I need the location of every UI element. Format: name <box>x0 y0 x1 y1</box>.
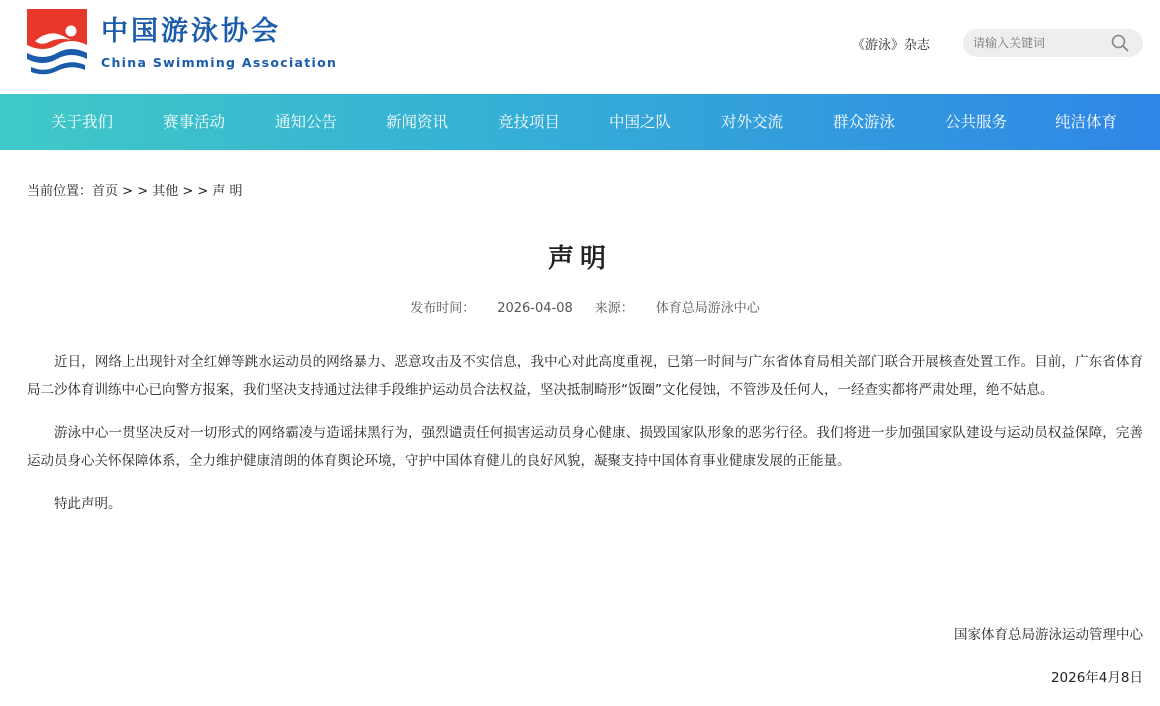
logo-title-cn: 中国游泳协会 <box>101 16 281 47</box>
swimmer-wave-logo-icon <box>27 9 89 79</box>
search-icon[interactable] <box>1111 34 1129 52</box>
logo-title-en: China Swimming Association <box>101 55 338 70</box>
breadcrumb-current: 声 明 <box>212 184 243 199</box>
article-paragraph: 游泳中心一贯坚决反对一切形式的网络霸凌与造谣抹黑行为，强烈谴责任何损害运动员身心健康、损毁国家队形象的恶劣行径。我们将进一步加强国家队建设与运动员权益保障，完善运动员身心关怀保障体系，全力维护健康清朗的体育舆论环境，守护中国体育健儿的良好风貌，凝聚支持中国体育事业健康发展的正能量。 <box>27 425 1143 469</box>
breadcrumb-home-link[interactable]: 首页 <box>92 184 119 199</box>
nav-item-about[interactable]: 关于我们 <box>50 113 113 131</box>
breadcrumb-prefix: 当前位置： <box>27 184 93 199</box>
nav-item-competitive[interactable]: 竞技项目 <box>497 113 560 131</box>
article-body <box>27 348 1143 533</box>
nav-item-news[interactable]: 新闻资讯 <box>385 113 448 131</box>
article-signature: 国家体育总局游泳运动管理中心 <box>954 627 1143 643</box>
search-box <box>963 29 1143 57</box>
breadcrumb-separator: > > <box>118 184 153 199</box>
nav-item-events[interactable]: 赛事活动 <box>162 113 225 131</box>
source-value: 体育总局游泳中心 <box>655 301 760 316</box>
nav-item-public-service[interactable]: 公共服务 <box>944 113 1007 131</box>
nav-item-clean-sport[interactable]: 纯洁体育 <box>1054 113 1117 131</box>
nav-item-exchange[interactable]: 对外交流 <box>720 113 783 131</box>
site-logo[interactable] <box>27 9 338 81</box>
publish-time <box>410 301 573 316</box>
article-title: 声明 <box>547 244 612 274</box>
site-header <box>0 0 1160 94</box>
article-source <box>595 301 760 316</box>
breadcrumb-separator: > > <box>178 184 213 199</box>
search-input[interactable] <box>973 34 1108 52</box>
breadcrumb <box>27 180 243 199</box>
article-signature-date: 2026年4月8日 <box>1050 670 1143 686</box>
nav-item-notices[interactable]: 通知公告 <box>274 113 337 131</box>
nav-item-public-swimming[interactable]: 群众游泳 <box>832 113 895 131</box>
magazine-link[interactable]: 《游泳》杂志 <box>852 38 931 53</box>
publish-time-value: 2026-04-08 <box>497 301 573 316</box>
nav-item-national-team[interactable]: 中国之队 <box>608 113 671 131</box>
main-nav <box>0 94 1160 150</box>
source-label: 来源： <box>594 301 634 316</box>
breadcrumb-category-link[interactable]: 其他 <box>152 184 179 199</box>
article-meta <box>0 297 1160 316</box>
publish-time-label: 发布时间： <box>410 301 476 316</box>
article-paragraph: 近日，网络上出现针对全红婵等跳水运动员的网络暴力、恶意攻击及不实信息，我中心对此高度重视，已第一时间与广东省体育局相关部门联合开展核查处置工作。目前，广东省体育局二沙体育训练中心已向警方报案，我们坚决支持通过法律手段维护运动员合法权益，坚决抵制畸形“饭圈”文化侵蚀，不管涉及任何人，一经查实都将严肃处理，绝不姑息。 <box>27 354 1143 398</box>
article-paragraph: 特此声明。 <box>54 496 122 512</box>
